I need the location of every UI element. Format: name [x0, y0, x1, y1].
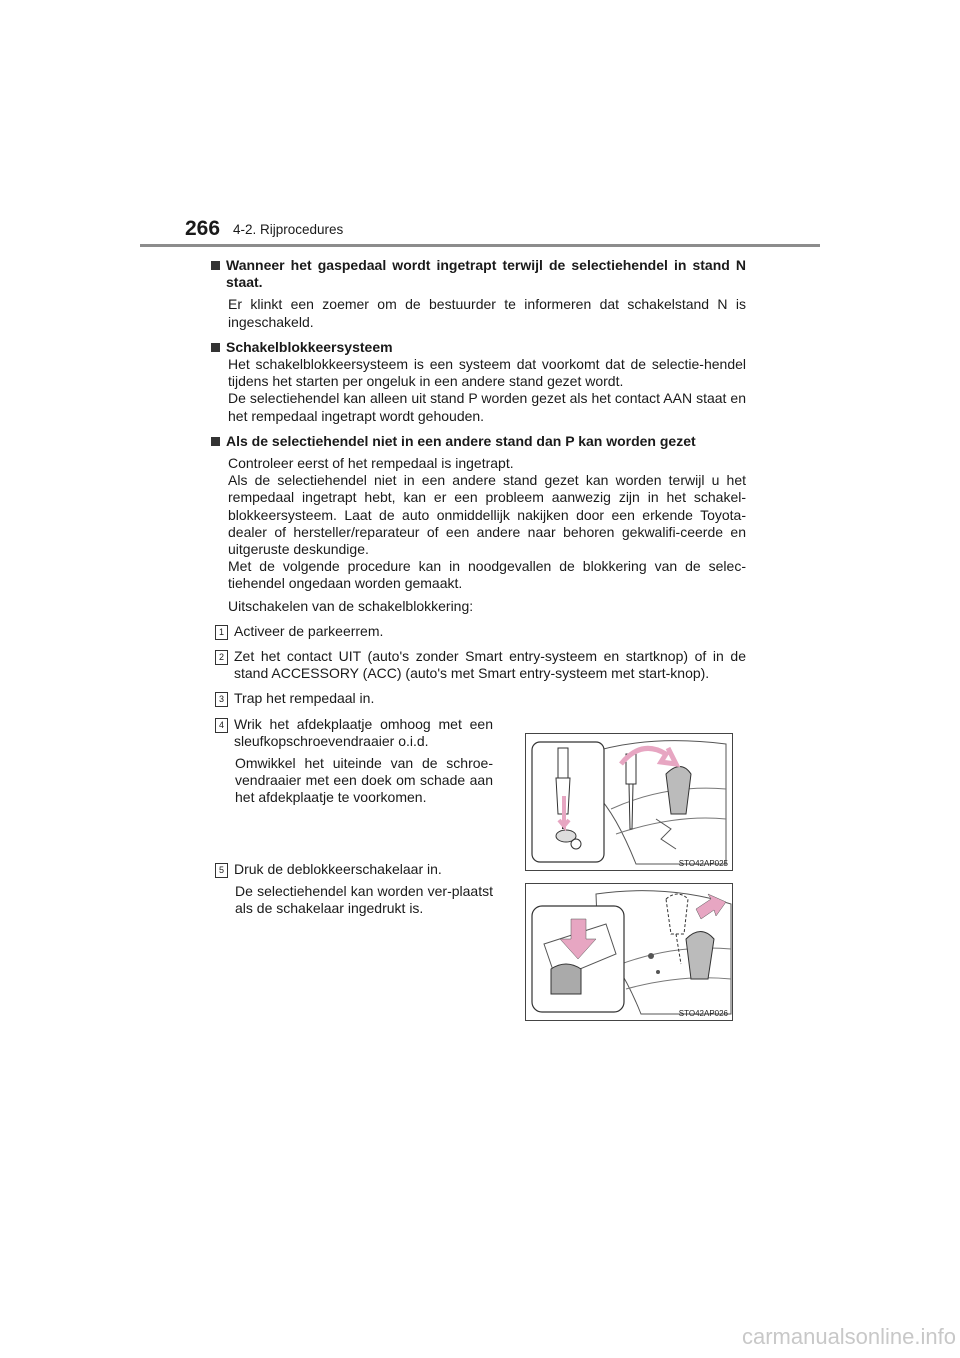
section-body: De selectiehendel kan alleen uit stand P worden gezet als het contact AAN staat en het rempedaal ingetrapt wordt gehouden.	[228, 390, 746, 424]
square-bullet-icon	[211, 261, 220, 270]
step-note: De selectiehendel kan worden ver-plaatst als de schakelaar ingedrukt is.	[235, 882, 493, 917]
figure-code: STO42AP025	[678, 859, 728, 868]
step-number: 1	[215, 625, 228, 640]
header-rule	[140, 244, 820, 247]
square-bullet-icon	[211, 437, 220, 446]
procedure-intro: Uitschakelen van de schakelblokkering:	[228, 597, 474, 614]
page-number: 266	[185, 217, 221, 240]
shift-lever-cover-illustration	[526, 734, 732, 870]
step-number: 3	[215, 692, 228, 707]
step-number: 2	[215, 650, 228, 665]
section-heading: Wanneer het gaspedaal wordt ingetrapt terwijl de selectiehendel in stand N staat.	[211, 257, 746, 291]
step-3: 3 Trap het rempedaal in.	[211, 690, 746, 707]
section-body: Met de volgende procedure kan in noodgevallen de blokkering van de selec-tiehendel ongedaan worden gemaakt.	[228, 558, 746, 592]
figure-press-release	[525, 883, 733, 1021]
figure-pry-cover	[525, 733, 733, 871]
shift-lock-release-illustration	[526, 884, 732, 1020]
step-note: Omwikkel het uiteinde van de schroe-vendraaier met een doek om schade aan het afdekplaatje te voorkomen.	[235, 755, 493, 806]
step-2: 2 Zet het contact UIT (auto's zonder Smart entry-systeem en startknop) of in de stand ACCESSORY (ACC) (auto's met Smart entry-systeem met start-knop).	[211, 648, 746, 682]
figure-code: STO42AP026	[678, 1009, 728, 1018]
watermark: carmanualsonline.info	[741, 1324, 956, 1349]
section-body: Als de selectiehendel niet in een andere stand gezet kan worden terwijl u het rempedaal ingetrapt hebt, kan er een probleem aanwezig zijn in het schakel-blokkeersysteem. Laat de auto onmiddellijk nakijken door een erkende Toyota-dealer of hersteller/reparateur of een andere naar behoren gekwalifi-ceerde en uitgeruste deskundige.	[228, 472, 746, 558]
section-heading: Schakelblokkeersysteem	[211, 339, 746, 356]
square-bullet-icon	[211, 343, 220, 352]
section-body: Controleer eerst of het rempedaal is ingetrapt.	[228, 455, 514, 472]
step-5: 5 Druk de deblokkeerschakelaar in.	[211, 861, 493, 878]
section-heading: Als de selectiehendel niet in een andere stand dan P kan worden gezet	[211, 433, 746, 450]
step-number: 4	[215, 718, 228, 733]
step-4: 4 Wrik het afdekplaatje omhoog met een sleufkopschroevendraaier o.i.d.	[211, 716, 493, 750]
section-body: Er klinkt een zoemer om de bestuurder te informeren dat schakelstand N is ingeschakeld.	[228, 296, 746, 330]
step-1: 1 Activeer de parkeerrem.	[211, 623, 746, 640]
chapter-title: 4-2. Rijprocedures	[233, 222, 344, 237]
section-body: Het schakelblokkeersysteem is een systeem dat voorkomt dat de selectie-hendel tijdens het starten per ongeluk in een andere stand gezet wordt.	[228, 356, 746, 390]
step-number: 5	[215, 863, 228, 878]
